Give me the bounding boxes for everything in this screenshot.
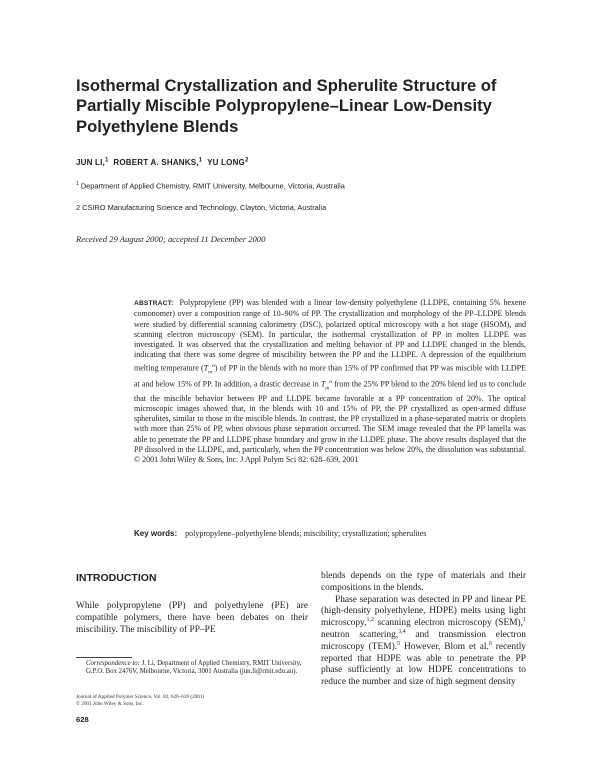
keywords-label: Key words:: [134, 529, 178, 538]
tm-sup-2: o: [329, 379, 333, 385]
intro-left-column: [76, 601, 308, 636]
article-title: Isothermal Crystallization and Spherulite Structure of Partially Miscible Polypropylene–Linear Low-Density Polyethylene Blends: [76, 76, 497, 136]
tm-sub-2: m: [325, 385, 330, 392]
affiliation-1-text: Department of Applied Chemistry, RMIT University, Melbourne, Victoria, Australia: [80, 181, 345, 191]
author-list: [76, 158, 249, 167]
citation-sup: 6: [488, 640, 492, 647]
page-number: 628: [76, 715, 89, 724]
p2-text-b: scanning electron microscopy (SEM),: [373, 618, 523, 629]
intro-right-paragraph-1: blends depends on the type of materials and their compositions in the blends.: [321, 571, 526, 593]
received-dates: Received 29 August 2000; accepted 11 December 2000: [76, 234, 266, 244]
keywords: [134, 529, 526, 539]
author-3: YU LONG: [207, 158, 245, 167]
citation-sup: 1,2: [366, 617, 374, 624]
citation-sup: 1: [523, 617, 526, 624]
tm-sub-1: m: [208, 368, 213, 375]
p2-text-e: However, Blom et al.: [400, 641, 489, 652]
p2-text-a: Phase separation was detected in PP and linear PE (high-density polyethylene, HDPE) melts using light microscopy,: [321, 594, 526, 629]
citation-sup: 3,4: [398, 628, 406, 635]
citation-sup: 5: [397, 640, 401, 647]
footnote-divider: [76, 657, 132, 658]
author-1-affil-sup: 1: [104, 157, 109, 164]
abstract-text-2: ) of PP in the blends with no more than 15% of PP confirmed that PP was miscible with LLDPE at and below 15% of PP. In addition, a drastic decrease in: [134, 363, 526, 389]
intro-left-paragraph: While polypropylene (PP) and polyethylene (PE) are compatible polymers, there have been debates on their miscibility. The miscibility of PP–PE: [76, 601, 308, 635]
section-heading-introduction: INTRODUCTION: [76, 572, 157, 584]
p2-text-c: neutron scattering,: [321, 629, 399, 640]
intro-right-column: [321, 571, 526, 689]
tm-symbol-1: T: [203, 363, 209, 373]
affiliation-2: 2 CSIRO Manufacturing Science and Technology, Clayton, Victoria, Australia: [76, 203, 327, 212]
author-3-affil-sup: 2: [244, 157, 249, 164]
affiliation-1-sup: 1: [76, 181, 79, 187]
p2-text-f: recently reported that HDPE was able to penetrate the PP phase sufficiently at low HDPE concentrations to reduce the number and size of high segment density: [321, 641, 526, 688]
abstract-text-3: from the 25% PP blend to the 20% blend led us to conclude that the miscible behavior between PP and LLDPE became favorable at a PP concentration of 20%. The optical microscopic images showed that, in the blends with 10 and 15% of PP, the PP crystallized as open-armed diffuse spherulites, similar to those in the miscible blends. In contrast, the PP crystallized in a phase-separated matrix or droplets with more than 25% of PP, when obvious phase separation occurred. The SEM image revealed that the PP lamella was able to penetrate the PP and LLDPE phase boundary and grow in the LLDPE phase. The above results displayed that the PP dissolved in the LLDPE, and, particularly, when the PP concentration was below 20%, the dissolution was substantial. © 2001 John Wiley & Sons, Inc. J Appl Polym Sci 82: 628–639, 2001: [134, 379, 527, 464]
intro-right-paragraph-2: [321, 595, 526, 689]
affiliation-1: [76, 181, 345, 190]
journal-copyright: © 2001 John Wiley & Sons, Inc.: [76, 701, 144, 707]
author-1: JUN LI,: [76, 158, 105, 167]
correspondence-label: Correspondence to:: [86, 660, 140, 667]
keywords-text: polypropylene–polyethylene blends; miscibility; crystallization; spherulites: [185, 529, 427, 538]
p2-text-d: and transmission electron microscopy (TEM).: [321, 629, 526, 652]
tm-sup-1: o: [212, 362, 215, 369]
correspondence-footnote: [76, 660, 308, 677]
tm-symbol-2: T: [320, 379, 326, 389]
author-2: ROBERT A. SHANKS,: [113, 158, 199, 167]
journal-citation: Journal of Applied Polymer Science, Vol. 82, 628–639 (2001): [76, 694, 205, 700]
abstract-text-1: Polypropylene (PP) was blended with a linear low-density polyethylene (LLDPE, containing 5% hexene comonomer) over a composition range of 10–90% of PP. The crystallization and morphology of the PP–LLDPE blends were studied by differential scanning calorimetry (DSC), polarized optical microscopy with a hot stage (HSOM), and scanning electron microscopy (SEM). In particular, the isothermal crystallization of PP in molten LLDPE was investigated. It was observed that the crystallization and melting behavior of PP and LLDPE changed in the blends, indicating that there was some degree of miscibility between the PP and the LLDPE. A depression of the equilibrium melting temperature (: [134, 298, 526, 373]
abstract: [134, 298, 526, 465]
author-2-affil-sup: 1: [198, 157, 203, 164]
abstract-label: ABSTRACT:: [134, 300, 174, 307]
correspondence-text: J. Li, Department of Applied Chemistry, RMIT University, G.P.O. Box 2476V, Melbourne, Victoria, 3001 Australia (jun.li@rmit.edu.au).: [86, 660, 302, 676]
